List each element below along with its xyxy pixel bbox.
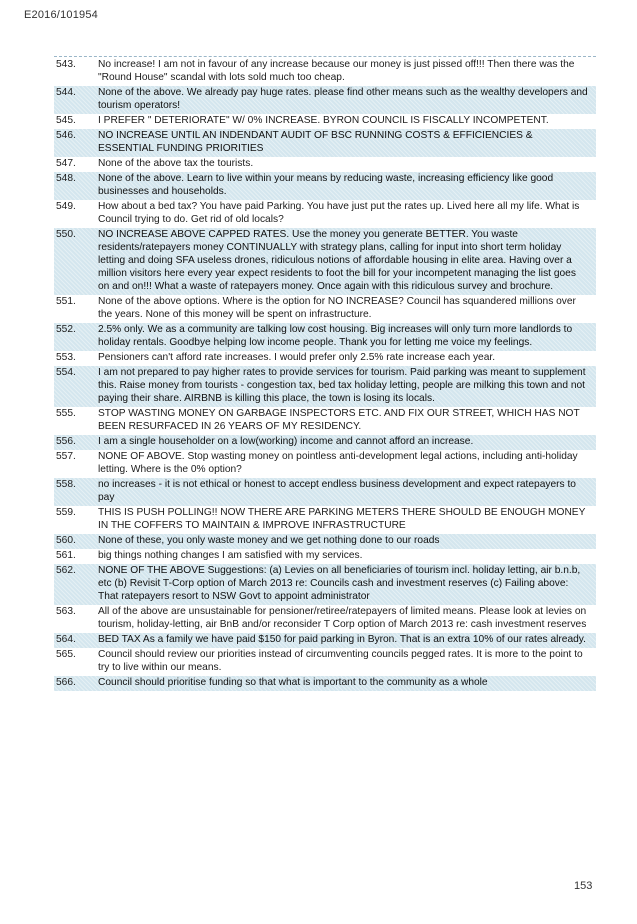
comment-text: Council should prioritise funding so that what is important to the community as a whole <box>98 677 488 688</box>
comment-text: NONE OF THE ABOVE Suggestions: (a) Levies on all beneficiaries of tourism incl. holiday letting, air b.n.b, etc (b) Revisit T-Corp option of March 2013 re: Councils cash and investment reserves (c) Failing above: That ratepayers resort to NSW Govt to appoint administrator <box>98 565 581 602</box>
comment-row <box>54 172 596 200</box>
comment-number: 553. <box>56 352 76 363</box>
document-reference: E2016/101954 <box>24 9 98 21</box>
comment-row <box>54 478 596 506</box>
comment-text: 2.5% only. We as a community are talking low cost housing. Big increases will only turn more landlords to holiday rentals. Goodbye helping low income people. Thank you for letting me voice my feelings. <box>98 324 573 348</box>
comment-text: NONE OF ABOVE. Stop wasting money on pointless anti-development legal actions, including anti-holiday letting. Where is the 0% option? <box>98 451 578 475</box>
comment-row <box>54 351 596 366</box>
comment-number: 548. <box>56 173 76 184</box>
comment-number: 564. <box>56 634 76 645</box>
comment-text: How about a bed tax? You have paid Parking. You have just put the rates up. Lived here all my life. What is Council trying to do. Get rid of old locals? <box>98 201 580 225</box>
comment-row <box>54 86 596 114</box>
comment-number: 554. <box>56 367 76 378</box>
comment-text: STOP WASTING MONEY ON GARBAGE INSPECTORS ETC. AND FIX OUR STREET, WHICH HAS NOT BEEN RESURFACED IN 26 YEARS OF MY RESIDENCY. <box>98 408 580 432</box>
comment-text: Council should review our priorities instead of circumventing councils pegged rates. It is more to the point to try to live within our means. <box>98 649 583 673</box>
page-number: 153 <box>574 880 593 892</box>
comment-number: 546. <box>56 130 76 141</box>
comment-number: 565. <box>56 649 76 660</box>
comment-number: 557. <box>56 451 76 462</box>
comment-row <box>54 366 596 407</box>
comment-text: no increases - it is not ethical or honest to accept endless business development and expect ratepayers to pay <box>98 479 576 503</box>
comment-text: None of these, you only waste money and we get nothing done to our roads <box>98 535 440 546</box>
comment-number: 551. <box>56 296 76 307</box>
comment-row <box>54 407 596 435</box>
comment-row <box>54 200 596 228</box>
comment-number: 560. <box>56 535 76 546</box>
comment-text: I am not prepared to pay higher rates to provide services for tourism. Paid parking was meant to supplement this. Raise money from tourists - congestion tax, bed tax holiday letting, people are milking this town and not paying their share. AIRBNB is killing this place, the town is losing its locals. <box>98 367 586 404</box>
comment-row <box>54 676 596 691</box>
comment-number: 566. <box>56 677 76 688</box>
comment-list <box>54 58 596 691</box>
comment-text: Pensioners can't afford rate increases. I would prefer only 2.5% rate increase each year. <box>98 352 496 363</box>
comment-row <box>54 228 596 295</box>
comment-row <box>54 129 596 157</box>
comment-number: 547. <box>56 158 76 169</box>
comment-number: 545. <box>56 115 76 126</box>
comment-number: 563. <box>56 606 76 617</box>
comment-row <box>54 648 596 676</box>
comment-text: I am a single householder on a low(working) income and cannot afford an increase. <box>98 436 474 447</box>
comment-row <box>54 534 596 549</box>
comment-number: 558. <box>56 479 76 490</box>
comment-row <box>54 506 596 534</box>
comment-row <box>54 114 596 129</box>
comment-number: 552. <box>56 324 76 335</box>
comment-row <box>54 295 596 323</box>
comment-number: 562. <box>56 565 76 576</box>
comment-text: NO INCREASE UNTIL AN INDENDANT AUDIT OF BSC RUNNING COSTS & EFFICIENCIES & ESSENTIAL FUNDING PRIORITIES <box>98 130 533 154</box>
comment-row <box>54 157 596 172</box>
comment-row <box>54 435 596 450</box>
comment-number: 556. <box>56 436 76 447</box>
comment-row <box>54 450 596 478</box>
comment-number: 555. <box>56 408 76 419</box>
comment-number: 543. <box>56 59 76 70</box>
comment-number: 549. <box>56 201 76 212</box>
comment-text: No increase! I am not in favour of any increase because our money is just pissed off!!! Then there was the "Round House" scandal with lots sold much too cheap. <box>98 59 575 83</box>
comment-row <box>54 549 596 564</box>
comment-text: None of the above. Learn to live within your means by reducing waste, increasing efficiency like good businesses and households. <box>98 173 554 197</box>
comment-row <box>54 605 596 633</box>
top-divider <box>54 56 596 57</box>
comment-number: 559. <box>56 507 76 518</box>
comment-number: 544. <box>56 87 76 98</box>
comment-text: None of the above options. Where is the option for NO INCREASE? Council has squandered millions over the years. None of this money will be spent on infrastructure. <box>98 296 576 320</box>
comment-text: None of the above. We already pay huge rates. please find other means such as the wealthy developers and tourism operators! <box>98 87 588 111</box>
comment-text: None of the above tax the tourists. <box>98 158 254 169</box>
comment-text: THIS IS PUSH POLLING!! NOW THERE ARE PARKING METERS THERE SHOULD BE ENOUGH MONEY IN THE COFFERS TO MAINTAIN & IMPROVE INFRASTRUCTURE <box>98 507 586 531</box>
comment-text: I PREFER " DETERIORATE" W/ 0% INCREASE. BYRON COUNCIL IS FISCALLY INCOMPETENT. <box>98 115 549 126</box>
comment-row <box>54 633 596 648</box>
comment-row <box>54 564 596 605</box>
comment-row <box>54 58 596 86</box>
comment-text: big things nothing changes I am satisfied with my services. <box>98 550 363 561</box>
comment-number: 561. <box>56 550 76 561</box>
comment-text: NO INCREASE ABOVE CAPPED RATES. Use the money you generate BETTER. You waste residents/ratepayers money CONTINUALLY with strategy plans, calling for input into short term holiday letting and doing SFA useless drones, ridiculous notions of affordable housing in elite area. Having over a million visitors here every year expect residents to foot the bill for your incompetent managing the list goes on and on!!! What a waste of ratepayers money. Once again with this ridiculous survey and brochure. <box>98 229 576 292</box>
comment-text: BED TAX As a family we have paid $150 for paid parking in Byron. That is an extra 10% of our rates already. <box>98 634 586 645</box>
comment-text: All of the above are unsustainable for pensioner/retiree/ratepayers of limited means. Please look at levies on tourism, holiday-letting, air BnB and/or reconsider T Corp option of March 2013 re: cash investment reserves <box>98 606 587 630</box>
comment-row <box>54 323 596 351</box>
comment-number: 550. <box>56 229 76 240</box>
